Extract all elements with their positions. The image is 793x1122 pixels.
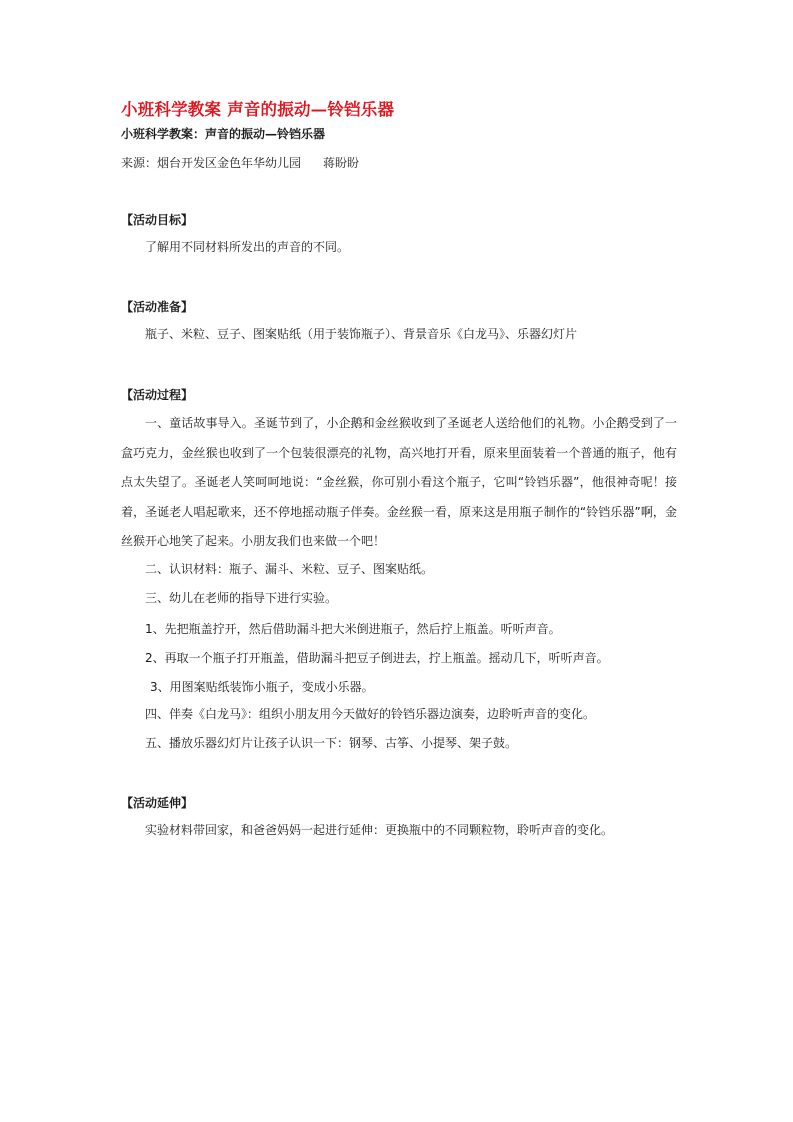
process-step-2: 二、认识材料：瓶子、漏斗、米粒、豆子、图案贴纸。 (145, 562, 434, 576)
extension-text: 实验材料带回家，和爸爸妈妈一起进行延伸：更换瓶中的不同颗粒物，聆听声音的变化。 (145, 823, 614, 837)
prep-heading: 【活动准备】 (121, 300, 194, 314)
source-author: 蒋盼盼 (323, 156, 360, 170)
document-title: 小班科学教案 声音的振动—铃铛乐器 (121, 100, 395, 119)
process-substep-3: 3、用图案贴纸装饰小瓶子，变成小乐器。 (150, 680, 374, 694)
process-heading: 【活动过程】 (121, 388, 194, 402)
extension-heading: 【活动延伸】 (121, 796, 194, 810)
process-step-4: 四、伴奏《白龙马》：组织小朋友用今天做好的铃铛乐器边演奏，边聆听声音的变化。 (145, 707, 596, 721)
prep-text: 瓶子、米粒、豆子、图案贴纸（用于装饰瓶子）、背景音乐《白龙马》、乐器幻灯片 (145, 327, 578, 341)
process-step-3: 三、幼儿在老师的指导下进行实验。 (145, 591, 338, 605)
process-step-5: 五、播放乐器幻灯片让孩子认识一下：钢琴、古筝、小提琴、架子鼓。 (145, 736, 518, 750)
document-subtitle: 小班科学教案：声音的振动—铃铛乐器 (121, 127, 326, 141)
process-step-1: 一、童话故事导入。圣诞节到了，小企鹅和金丝猴收到了圣诞老人送给他们的礼物。小企鹅受到了一盒巧克力，金丝猴也收到了一个包装很漂亮的礼物，高兴地打开看，原来里面装着一个普通的瓶子，他有点太失望了。圣诞老人笑呵呵地说：“金丝猴，你可别小看这个瓶子，它叫“铃铛乐器”，他很神奇呢！接着，圣诞老人唱起歌来，还不停地摇动瓶子伴奏。金丝猴一看，原来这是用瓶子制作的“铃铛乐器”啊，金丝猴开心地笑了起来。小朋友我们也来做一个吧！ (121, 416, 677, 548)
source-line (121, 154, 359, 171)
process-substep-2: 2、再取一个瓶子打开瓶盖，借助漏斗把豆子倒进去，拧上瓶盖。摇动几下，听听声音。 (145, 651, 609, 665)
source-label: 来源：烟台开发区金色年华幼儿园 (121, 156, 302, 170)
goal-text: 了解用不同材料所发出的声音的不同。 (145, 240, 350, 254)
process-substep-1: 1、先把瓶盖拧开，然后借助漏斗把大米倒进瓶子，然后拧上瓶盖。听听声音。 (145, 622, 561, 636)
goal-heading: 【活动目标】 (121, 213, 194, 227)
